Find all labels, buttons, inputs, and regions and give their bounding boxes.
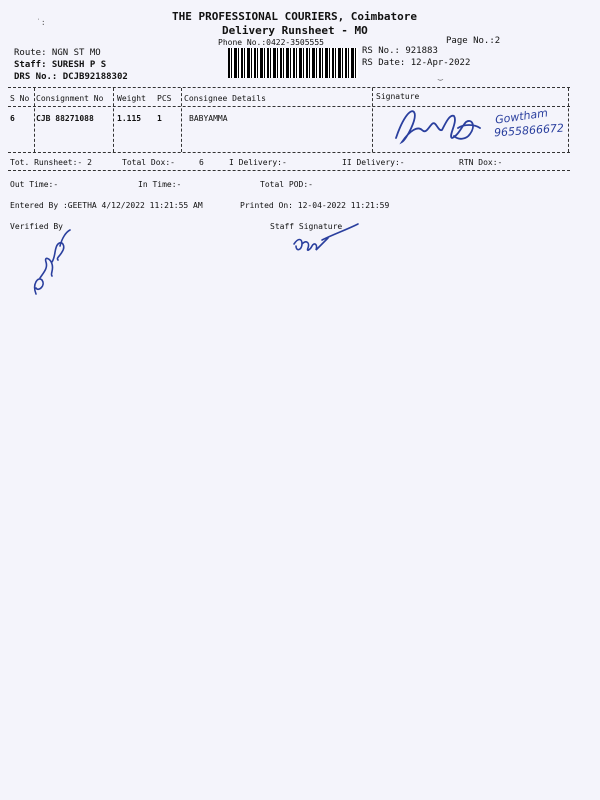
- row-consignee: BABYAMMA: [189, 114, 228, 123]
- header-weight: Weight: [117, 94, 146, 103]
- i-delivery: I Delivery:-: [229, 158, 287, 167]
- route-label: Route: NGN ST MO: [14, 48, 101, 58]
- rs-number: RS No.: 921883: [362, 46, 438, 56]
- header-consignee-details: Consignee Details: [184, 94, 266, 103]
- corner-mark: ˙:: [36, 18, 46, 27]
- verified-by-label: Verified By: [10, 222, 63, 231]
- drs-number: DRS No.: DCJB92188302: [14, 72, 128, 82]
- tick-mark: ‿: [438, 72, 443, 81]
- in-time: In Time:-: [138, 180, 182, 189]
- barcode: [228, 48, 358, 78]
- header-consignment-no: Consignment No: [36, 94, 104, 103]
- total-pod: Total POD:-: [260, 180, 313, 189]
- handwritten-receiver-phone: 9655866672: [493, 121, 565, 140]
- handwritten-receiver-name: Gowtham: [494, 106, 549, 127]
- ii-delivery: II Delivery:-: [342, 158, 405, 167]
- header-pcs: PCS: [157, 94, 172, 103]
- phone-number: Phone No.:0422-3505555: [218, 38, 324, 47]
- out-time: Out Time:-: [10, 180, 59, 189]
- row-weight: 1.115: [117, 114, 142, 123]
- col-divider: [34, 88, 35, 152]
- staff-signature-label: Staff Signature: [270, 222, 343, 231]
- header-sno: S No: [10, 94, 30, 103]
- entered-by: Entered By :GEETHA 4/12/2022 11:21:55 AM: [10, 201, 203, 210]
- row-sno: 6: [10, 114, 15, 123]
- rtn-dox: RTN Dox:-: [459, 158, 503, 167]
- printed-on: Printed On: 12-04-2022 11:21:59: [240, 201, 390, 210]
- row-pcs: 1: [157, 114, 162, 123]
- runsheet-title: Delivery Runsheet - MO: [222, 24, 368, 37]
- total-dox-value: 6: [199, 158, 204, 167]
- rs-date: RS Date: 12-Apr-2022: [362, 58, 471, 68]
- col-divider: [181, 88, 182, 152]
- receiver-signature: [388, 100, 488, 155]
- company-name: THE PROFESSIONAL COURIERS, Coimbatore: [172, 10, 418, 23]
- col-divider: [372, 88, 373, 152]
- col-divider: [568, 88, 569, 152]
- page-number: Page No.:2: [446, 36, 501, 46]
- col-divider: [113, 88, 114, 152]
- row-consignment-no: CJB 88271088: [36, 114, 94, 123]
- staff-signature: [288, 222, 368, 258]
- verifier-signature: [26, 228, 76, 300]
- staff-label: Staff: SURESH P S: [14, 60, 107, 70]
- table-top-rule: [8, 87, 570, 88]
- totals-rule: [8, 170, 570, 171]
- total-runsheet: Tot. Runsheet:- 2: [10, 158, 92, 167]
- total-dox-label: Total Dox:-: [122, 158, 175, 167]
- header-signature: Signature: [376, 92, 420, 101]
